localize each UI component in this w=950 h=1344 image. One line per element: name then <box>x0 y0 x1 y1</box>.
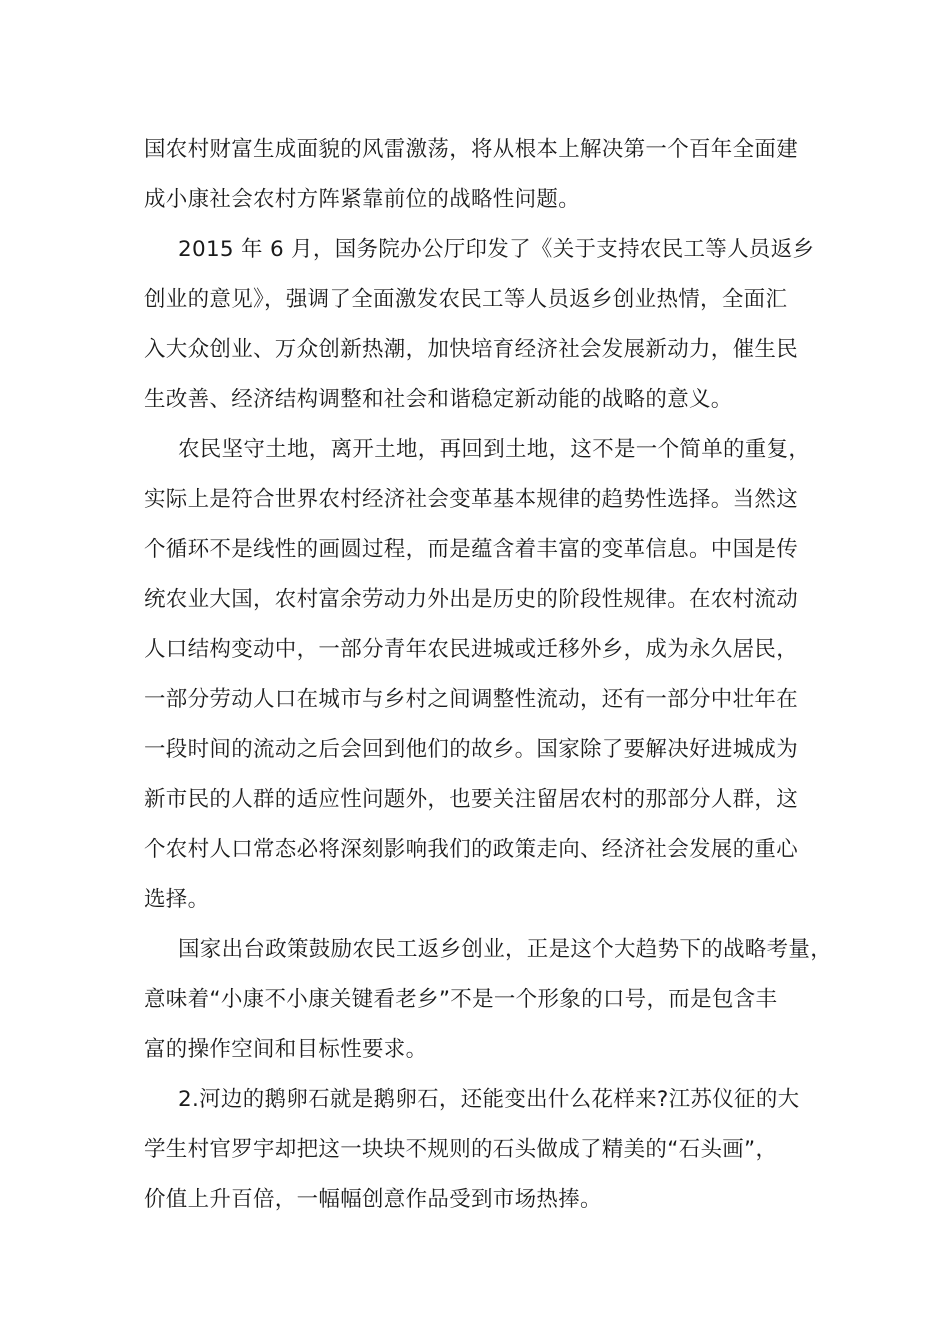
paragraph-5-line-2: 学生村官罗宇却把这一块块不规则的石头做成了精美的“石头画”， <box>144 1137 778 1162</box>
paragraph-2-line-4: 生改善、经济结构调整和社会和谐稳定新动能的战略的意义。 <box>144 387 733 412</box>
paragraph-3-line-5: 人口结构变动中，一部分青年农民进城或迁移外乡，成为永久居民， <box>144 637 799 662</box>
paragraph-3-line-3: 个循环不是线性的画圆过程，而是蕴含着丰富的变革信息。中国是传 <box>144 537 799 562</box>
paragraph-3-line-9: 个农村人口常态必将深刻影响我们的政策走向、经济社会发展的重心 <box>144 837 799 862</box>
paragraph-1-line-1: 国农村财富生成面貌的风雷激荡，将从根本上解决第一个百年全面建 <box>144 137 799 162</box>
paragraph-3-line-2: 实际上是符合世界农村经济社会变革基本规律的趋势性选择。当然这 <box>144 487 799 512</box>
paragraph-5-line-1: 2.河边的鹅卵石就是鹅卵石，还能变出什么花样来?江苏仪征的大 <box>178 1087 800 1112</box>
paragraph-4-line-2: 意味着“小康不小康关键看老乡”不是一个形象的口号，而是包含丰 <box>144 987 778 1012</box>
paragraph-3-line-4: 统农业大国，农村富余劳动力外出是历史的阶段性规律。在农村流动 <box>144 587 799 612</box>
paragraph-4-line-3: 富的操作空间和目标性要求。 <box>144 1037 428 1062</box>
paragraph-3-line-10: 选择。 <box>144 887 210 912</box>
paragraph-2-line-2: 创业的意见》，强调了全面激发农民工等人员返乡创业热情，全面汇 <box>144 287 788 312</box>
paragraph-2-line-1: 2015 年 6 月，国务院办公厅印发了《关于支持农民工等人员返乡 <box>178 237 815 262</box>
paragraph-3-line-8: 新市民的人群的适应性问题外，也要关注留居农村的那部分人群，这 <box>144 787 799 812</box>
paragraph-3-line-6: 一部分劳动人口在城市与乡村之间调整性流动，还有一部分中壮年在 <box>144 687 799 712</box>
paragraph-3-line-7: 一段时间的流动之后会回到他们的故乡。国家除了要解决好进城成为 <box>144 737 799 762</box>
paragraph-2-line-3: 入大众创业、万众创新热潮，加快培育经济社会发展新动力，催生民 <box>144 337 799 362</box>
paragraph-1-line-2: 成小康社会农村方阵紧靠前位的战略性问题。 <box>144 187 581 212</box>
paragraph-4-line-1: 国家出台政策鼓励农民工返乡创业，正是这个大趋势下的战略考量， <box>178 937 833 962</box>
paragraph-5-line-3: 价值上升百倍，一幅幅创意作品受到市场热捧。 <box>144 1187 602 1212</box>
paragraph-3-line-1: 农民坚守土地，离开土地，再回到土地，这不是一个简单的重复， <box>178 437 811 462</box>
